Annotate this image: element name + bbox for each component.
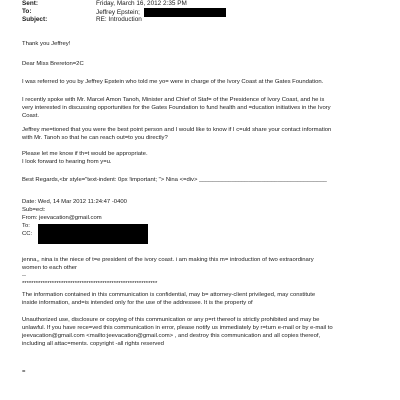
paragraph-minister: I recently spoke with Mr. Marcel Amon Tanoh, Minister and Chief of Staf= of the Presidence of Ivory Coast, and he is very interested in discussing opportunities for the Gates Foundation to fund health and =ducation initiatives in the Ivory Coast. [22, 97, 331, 119]
forward-date: Date: Wed, 14 Mar 2012 11:24:47 -0400 [22, 199, 127, 205]
thanks-line: Thank you Jeffrey! [22, 41, 71, 47]
to-label: To: [22, 8, 32, 15]
forward-from: From: jeevacation@gmail.com [22, 215, 102, 221]
sent-value: Friday, March 16, 2012 2:35 PM [96, 0, 187, 7]
forward-to: To: [22, 223, 30, 229]
regards-line: Best Regards,<br style="text-indent: 0px !important; "> Nina <=div> _______________________________________ [22, 177, 327, 183]
header-to [22, 8, 382, 16]
forward-subject: Sub=ect: [22, 207, 46, 213]
header-subject [22, 16, 382, 24]
redaction-block [38, 224, 148, 244]
unauthorized-notice: Unauthorized use, disclosure or copying of this communication or any p=rt thereof is strictly prohibited and may be unlawful. If you have rece=ved this communication in error, please notify us immediately by r=turn e-mail or by e-mail to jeevacation@gmail.com <mailto:jeevacation@gmail.com> , and destroy this communication and all copies thereof, including all attac=ments. copyright -all rights reserved [22, 317, 333, 347]
header-sent [22, 0, 382, 8]
end-mark: = [22, 369, 26, 375]
confidentiality-notice: The information contained in this communication is confidential, may b= attorney-client privileged, may constitute inside information, and=is intended only for the use of the addressee. It is the property of [22, 292, 316, 306]
paragraph-closing: Please let me know if th=t would be appropriate. I look forward to hearing from y=u. [22, 151, 148, 165]
sent-label: Sent: [22, 0, 38, 7]
dash-separator: -- [22, 273, 26, 279]
salutation: Dear Miss Brereton=2C [22, 61, 84, 67]
forward-cc: CC: [22, 231, 33, 237]
subject-value: RE: Introduction [96, 16, 142, 23]
subject-label: Subject: [22, 16, 48, 23]
to-value: Jeffrey Epstein; [96, 9, 140, 17]
paragraph-referral: I was referred to you by Jeffrey Epstein who told me yo= were in charge of the Ivory Coast at the Gates Foundation. [22, 79, 324, 85]
intro-paragraph: jenna,, nina is the niece of t=e president of the ivory coast. i am making this m= introduction of two extraordinary women to each other -- *********************************************************** [22, 256, 382, 288]
paragraph-contact: Jeffrey me=tioned that you were the best point person and I would like to know if I c=uld share your contact information with Mr. Tanoh so that he can reach out=to you directly? [22, 127, 332, 141]
stars-separator: *********************************************************** [22, 281, 158, 287]
